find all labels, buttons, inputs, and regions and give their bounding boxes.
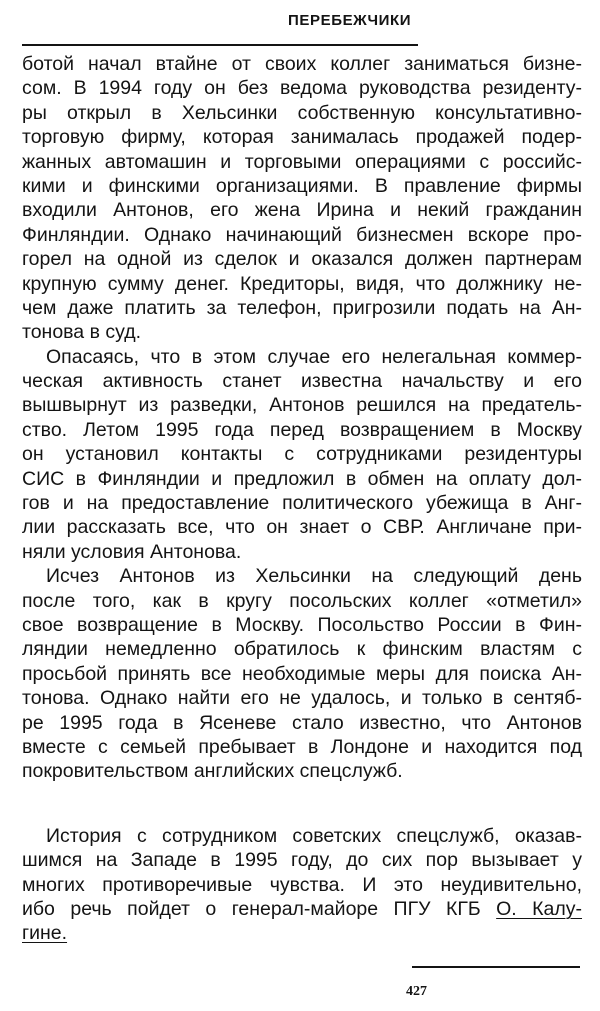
text-line: входили Антонов, его жена Ирина и некий гражданин [22, 199, 582, 222]
text-line [22, 897, 582, 921]
text-line: горел на одной из сделок и оказался должен партнерам [22, 248, 582, 271]
text-line: тонова. Однако найти его не удалось, и только в сентяб- [22, 687, 582, 710]
text-line: гов и на предоставление политического убежища в Анг- [22, 492, 582, 515]
text-line: свое возвращение в Москву. Посольство России в Фин- [22, 613, 582, 636]
text-line: ческая активность станет известна начальству и его [22, 370, 582, 393]
text-line: Исчез Антонов из Хельсинки на следующий день [46, 565, 582, 588]
text-line: крупную сумму денег. Кредиторы, видя, что должнику не- [22, 272, 582, 295]
paragraph-4 [22, 824, 582, 946]
text-line: ре 1995 года в Ясеневе стало известно, что Антонов [22, 711, 582, 734]
text-line: История с сотрудником советских спецслужб, оказав- [46, 824, 582, 847]
text-line: ляндии немедленно обратилось к финским властям с [22, 638, 582, 661]
paragraph-2 [22, 345, 582, 565]
text-line: многих противоречивые чувства. И это неудивительно, [22, 873, 582, 896]
text-line: после того, как в кругу посольских коллег «отметил» [22, 589, 582, 612]
running-header: ПЕРЕБЕЖЧИКИ [288, 12, 412, 29]
text-line: лии рассказать все, что он знает о СВР. Англичане при- [22, 516, 582, 539]
text-line: вышвырнут из разведки, Антонов решился на предатель- [22, 394, 582, 417]
text-line: просьбой принять все необходимые меры для поиска Ан- [22, 662, 582, 685]
text-line: чем даже платить за телефон, пригрозили подать на Ан- [22, 296, 582, 319]
header-rule [22, 44, 418, 46]
text-line: торговую фирму, которая занималась продажей подер- [22, 126, 582, 149]
footer-rule [412, 966, 580, 968]
text-line: жанных автомашин и торговыми операциями с российс- [22, 150, 582, 173]
paragraph-3 [22, 564, 582, 784]
body-text [22, 52, 582, 946]
text-line: ры открыл в Хельсинки собственную консультативно- [22, 101, 582, 124]
text-line: Финляндии. Однако начинающий бизнесмен вскоре про- [22, 223, 582, 246]
text-line: шимся на Западе в 1995 году, до сих пор вызывает у [22, 849, 582, 872]
text-line: сом. В 1994 году он без ведома руководства резиденту- [22, 77, 582, 100]
text-line-underlined: гине. [22, 922, 68, 945]
text-line-prefix: ибо речь пойдет о генерал-майоре ПГУ КГБ [22, 897, 497, 920]
text-line: ство. Летом 1995 года перед возвращением в Москву [22, 418, 582, 441]
text-line: Опасаясь, что в этом случае его нелегальная коммер- [46, 345, 582, 368]
text-line: тонова в суд. [22, 321, 141, 344]
text-line: кими и финскими организациями. В правление фирмы [22, 174, 582, 197]
text-line: няли условия Антонова. [22, 540, 242, 563]
underlined-name: О. Калу- [496, 897, 583, 920]
text-line: ботой начал втайне от своих коллег заниматься бизне- [22, 53, 582, 75]
paragraph-1 [22, 52, 582, 345]
page-number: 427 [406, 984, 427, 999]
text-line: он установил контакты с сотрудниками резидентуры [22, 443, 582, 466]
text-line: вместе с семьей пребывает в Лондоне и находится под [22, 735, 582, 758]
text-line: СИС в Финляндии и предложил в обмен на оплату дол- [22, 467, 582, 490]
text-line: покровительством английских спецслужб. [22, 760, 403, 783]
section-gap [22, 784, 582, 824]
